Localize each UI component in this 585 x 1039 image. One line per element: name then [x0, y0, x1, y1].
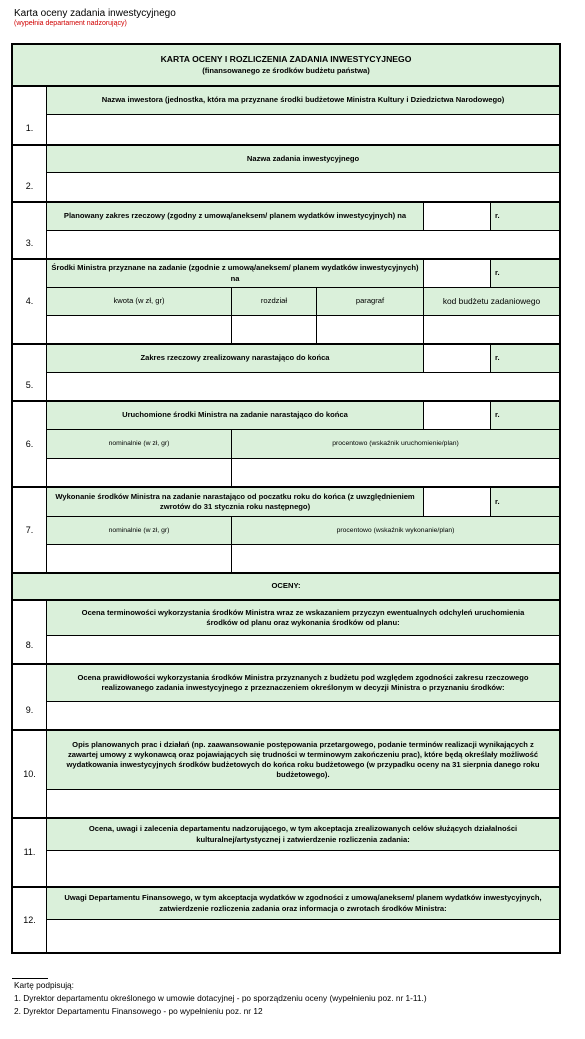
col-header-percent-6: procentowo (wskaźnik uruchomienie/plan): [232, 430, 559, 458]
row-label-2: Nazwa zadania inwestycyjnego: [47, 146, 559, 172]
year-suffix-7: r.: [491, 488, 559, 516]
col-header-chapter: rozdział: [232, 288, 316, 315]
footnote-separator: [12, 978, 48, 979]
field-chapter[interactable]: [232, 316, 316, 343]
row-label-10: Opis planowanych prac i działań (np. zaawansowanie postępowania przetargowego, podanie terminów realizacji wynikających z zawartej umowy z wykonawcą oraz pojawiających się trudności w terminowym zakończeniu prac), które będą określały możliwość wydatkowania inwestycyjnych środków budżetowych do końca roku budżetowego (w przypadku oceny na 31 sierpnia danego roku budżetowego).: [47, 731, 559, 789]
row-label-6: Uruchomione środki Ministra na zadanie narastająco do końca: [47, 402, 423, 429]
field-correctness-rating[interactable]: [47, 702, 559, 729]
row-label-4: Środki Ministra przyznane na zadanie (zgodnie z umową/aneksem/ planem wydatków inwestycyjnych) na: [47, 260, 423, 287]
field-finance-dept-notes[interactable]: [47, 920, 559, 952]
field-nominal-6[interactable]: [47, 459, 231, 486]
year-suffix-3: r.: [491, 203, 559, 230]
field-planned-works[interactable]: [47, 790, 559, 817]
col-header-paragraph: paragraf: [317, 288, 423, 315]
field-supervising-dept-notes[interactable]: [47, 851, 559, 886]
col-header-amount: kwota (w zł, gr): [47, 288, 231, 315]
row-label-8: Ocena terminowości wykorzystania środków Ministra wraz ze wskazaniem przyczyn ewentualnych odchyleń uruchomienia środków od planu oraz wykonania środków od planu:: [47, 601, 559, 635]
year-suffix-4: r.: [491, 260, 559, 287]
row-label-9: Ocena prawidłowości wykorzystania środków Ministra przyznanych z budżetu pod względem zgodności zakresu rzeczowego realizowanego zadania inwestycyjnego z przeznaczeniem określonym w decyzji Ministra o przyznaniu środków:: [47, 665, 559, 701]
card-title: [13, 45, 559, 85]
row-label-5: Zakres rzeczowy zrealizowany narastająco do końca: [47, 345, 423, 372]
field-year-7[interactable]: [424, 488, 490, 516]
field-year-4[interactable]: [424, 260, 490, 287]
field-investor-name[interactable]: [47, 115, 559, 144]
row-number-1: 1.: [13, 87, 46, 144]
row-label-3: Planowany zakres rzeczowy (zgodny z umową/aneksem/ planem wydatków inwestycyjnych) na: [47, 203, 423, 230]
col-header-budget-code: kod budżetu zadaniowego: [424, 288, 559, 315]
card-subtitle-text: (finansowanego ze środków budżetu państwa): [202, 65, 370, 75]
col-header-nominal-6: nominalnie (w zł, gr): [47, 430, 231, 458]
section-header-ratings: OCENY:: [13, 574, 559, 599]
footer-intro: Kartę podpisują:: [14, 980, 74, 990]
field-paragraph[interactable]: [317, 316, 423, 343]
col-header-percent-7: procentowo (wskaźnik wykonanie/plan): [232, 517, 559, 544]
field-year-3[interactable]: [424, 203, 490, 230]
row-number-6: 6.: [13, 402, 46, 486]
document-subtitle: (wypełnia departament nadzorujący): [14, 20, 127, 27]
row-number-11: 11.: [13, 819, 46, 886]
field-year-6[interactable]: [424, 402, 490, 429]
row-label-7: Wykonanie środków Ministra na zadanie narastająco od poczatku roku do końca (z uwzględnieniem zwrotów do 31 stycznia roku następnego): [47, 488, 423, 516]
row-number-3: 3.: [13, 203, 46, 258]
row-number-2: 2.: [13, 146, 46, 201]
field-budget-code[interactable]: [424, 316, 559, 343]
field-percent-7[interactable]: [232, 545, 559, 572]
field-amount[interactable]: [47, 316, 231, 343]
field-task-name[interactable]: [47, 173, 559, 201]
field-percent-6[interactable]: [232, 459, 559, 486]
footer-line-1: 1. Dyrektor departamentu określonego w umowie dotacyjnej - po sporządzeniu oceny (wypełnieniu poz. nr 1-11.): [14, 993, 427, 1003]
row-label-1: Nazwa inwestora (jednostka, która ma przyznane środki budżetowe Ministra Kultury i Dziedzictwa Narodowego): [47, 87, 559, 114]
row-label-12: Uwagi Departamentu Finansowego, w tym akceptacja wydatków w zgodności z umową/aneksem/ planem wydatków inwestycyjnych, zatwierdzenie rozliczenia zadania oraz informacja o zwrotach środków Ministra:: [47, 888, 559, 919]
row-number-10: 10.: [13, 731, 46, 817]
col-header-nominal-7: nominalnie (w zł, gr): [47, 517, 231, 544]
field-nominal-7[interactable]: [47, 545, 231, 572]
year-suffix-6: r.: [491, 402, 559, 429]
row-number-5: 5.: [13, 345, 46, 400]
field-realized-scope[interactable]: [47, 373, 559, 400]
row-number-7: 7.: [13, 488, 46, 572]
year-suffix-5: r.: [491, 345, 559, 372]
row-number-8: 8.: [13, 601, 46, 663]
card-title-text: KARTA OCENY I ROZLICZENIA ZADANIA INWESTYCYJNEGO: [160, 54, 412, 65]
field-planned-scope[interactable]: [47, 231, 559, 258]
footer-line-2: 2. Dyrektor Departamentu Finansowego - po wypełnieniu poz. nr 12: [14, 1006, 263, 1016]
document-title: Karta oceny zadania inwestycyjnego: [14, 8, 176, 19]
row-label-11: Ocena, uwagi i zalecenia departamentu nadzorującego, w tym akceptacja zrealizowanych celów służących działalności kulturalnej/artystycznej i zatwierdzenie rozliczenia zadania:: [47, 819, 559, 850]
field-year-5[interactable]: [424, 345, 490, 372]
row-number-9: 9.: [13, 665, 46, 729]
field-timeliness-rating[interactable]: [47, 636, 559, 663]
row-number-12: 12.: [13, 888, 46, 952]
row-number-4: 4.: [13, 260, 46, 343]
